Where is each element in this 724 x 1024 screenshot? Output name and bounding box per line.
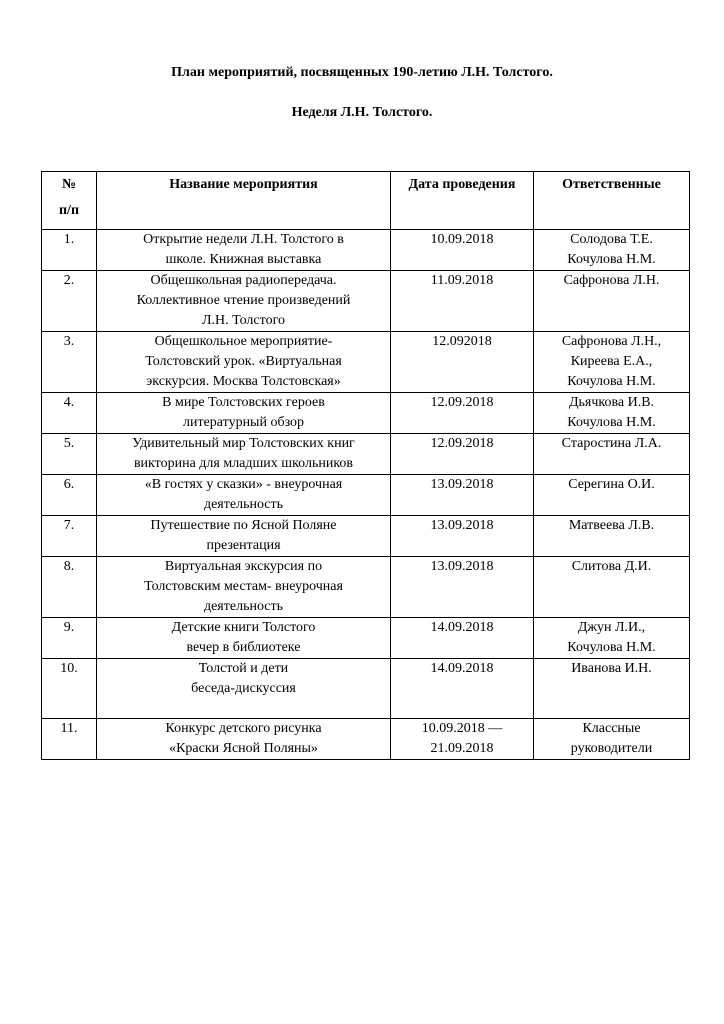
row-responsible <box>534 393 690 434</box>
row-date-line: 10.09.2018 <box>430 232 494 247</box>
document-title: План мероприятий, посвященных 190-летию Л.Н. Толстого. <box>171 65 553 80</box>
row-event-name-line: Путешествие по Ясной Поляне <box>150 518 337 533</box>
row-responsible-line: Слитова Д.И. <box>571 559 652 574</box>
row-event-name-line: деятельность <box>203 599 284 614</box>
row-event-name-line: Толстовским местам- внеурочная <box>144 579 343 594</box>
row-responsible-line: Сафронова Л.Н., <box>561 334 662 349</box>
row-event-name-line: школе. Книжная выставка <box>165 252 322 267</box>
row-number: 7. <box>42 516 97 557</box>
row-responsible <box>534 618 690 659</box>
row-responsible-line: Солодова Т.Е. <box>570 232 653 247</box>
row-event-name-line: экскурсия. Москва Толстовская» <box>146 374 341 389</box>
row-responsible <box>534 271 690 332</box>
row-event-name <box>97 271 391 332</box>
row-number: 10. <box>42 659 97 719</box>
row-date <box>391 516 534 557</box>
row-event-name-line: Толстовский урок. «Виртуальная <box>145 354 342 369</box>
table-row <box>42 557 690 618</box>
row-event-name-line: Общешкольная радиопередача. <box>150 273 337 288</box>
row-date-line: 13.09.2018 <box>430 518 494 533</box>
row-responsible <box>534 475 690 516</box>
row-number: 5. <box>42 434 97 475</box>
row-date <box>391 434 534 475</box>
header-name: Название мероприятия <box>97 172 391 230</box>
table-row <box>42 230 690 271</box>
table-row <box>42 434 690 475</box>
table-header-row <box>42 172 690 230</box>
row-event-name <box>97 393 391 434</box>
row-event-name <box>97 618 391 659</box>
row-date-line: 13.09.2018 <box>430 559 494 574</box>
row-event-name-line: вечер в библиотеке <box>186 640 301 655</box>
row-number: 1. <box>42 230 97 271</box>
row-date <box>391 271 534 332</box>
row-event-name <box>97 332 391 393</box>
row-event-name <box>97 719 391 760</box>
row-event-name-line: литературный обзор <box>182 415 305 430</box>
header-responsible: Ответственные <box>534 172 690 230</box>
table-row <box>42 393 690 434</box>
row-responsible-line: Киреева Е.А., <box>570 354 653 369</box>
row-responsible <box>534 659 690 719</box>
row-event-name-line: «В гостях у сказки» - внеурочная <box>144 477 343 492</box>
table-row <box>42 659 690 719</box>
row-date <box>391 475 534 516</box>
row-responsible-line: Кочулова Н.М. <box>567 415 656 430</box>
row-date-line: 14.09.2018 <box>430 620 494 635</box>
row-date-line: 13.09.2018 <box>430 477 494 492</box>
header-date: Дата проведения <box>391 172 534 230</box>
table-row <box>42 475 690 516</box>
row-event-name <box>97 434 391 475</box>
table-row <box>42 719 690 760</box>
row-responsible <box>534 332 690 393</box>
row-responsible <box>534 516 690 557</box>
row-date-line: 12.09.2018 <box>430 436 494 451</box>
row-number: 9. <box>42 618 97 659</box>
row-responsible <box>534 434 690 475</box>
row-date <box>391 557 534 618</box>
row-date <box>391 230 534 271</box>
row-responsible-line: Сафронова Л.Н. <box>563 273 660 288</box>
row-event-name-line: «Краски Ясной Поляны» <box>169 741 318 756</box>
row-event-name-line: В мире Толстовских героев <box>162 395 325 410</box>
row-number: 8. <box>42 557 97 618</box>
row-responsible-line: Иванова И.Н. <box>571 661 652 676</box>
events-table <box>41 171 690 760</box>
row-responsible <box>534 230 690 271</box>
table-row <box>42 618 690 659</box>
row-date <box>391 719 534 760</box>
row-date <box>391 393 534 434</box>
table-body <box>42 230 690 760</box>
row-responsible-line: Кочулова Н.М. <box>567 640 656 655</box>
row-responsible-line: руководители <box>570 741 653 756</box>
row-event-name-line: Открытие недели Л.Н. Толстого в <box>143 232 344 247</box>
row-event-name <box>97 659 391 719</box>
row-date <box>391 332 534 393</box>
row-event-name-line: Конкурс детского рисунка <box>165 721 322 736</box>
document-subtitle: Неделя Л.Н. Толстого. <box>291 105 433 120</box>
row-responsible <box>534 557 690 618</box>
header-number-line2: п/п <box>58 203 80 218</box>
row-responsible-line: Старостина Л.А. <box>561 436 662 451</box>
row-event-name-line: Коллективное чтение произведений <box>136 293 351 308</box>
row-event-name-line: викторина для младших школьников <box>133 456 354 471</box>
row-event-name-line: Толстой и дети <box>198 661 289 676</box>
row-responsible-line: Джун Л.И., <box>577 620 646 635</box>
table-row <box>42 332 690 393</box>
row-date-line: 14.09.2018 <box>430 661 494 676</box>
row-event-name-line: Удивительный мир Толстовских книг <box>132 436 355 451</box>
row-responsible-line: Кочулова Н.М. <box>567 252 656 267</box>
header-number <box>42 172 97 230</box>
row-event-name <box>97 475 391 516</box>
row-date-line: 21.09.2018 <box>430 741 494 756</box>
row-responsible-line: Серегина О.И. <box>568 477 655 492</box>
row-responsible <box>534 719 690 760</box>
row-number: 6. <box>42 475 97 516</box>
row-number: 11. <box>42 719 97 760</box>
table-row <box>42 271 690 332</box>
row-number: 3. <box>42 332 97 393</box>
row-event-name-line: презентация <box>206 538 281 553</box>
row-date <box>391 659 534 719</box>
header-number-line1: № <box>61 177 77 192</box>
row-date <box>391 618 534 659</box>
row-event-name-line: деятельность <box>203 497 284 512</box>
row-event-name-line: Виртуальная экскурсия по <box>164 559 323 574</box>
row-date-line: 10.09.2018 — <box>421 721 503 736</box>
row-event-name-line: Л.Н. Толстого <box>202 313 285 328</box>
row-responsible-line: Классные <box>582 721 641 736</box>
row-date-line: 12.09.2018 <box>430 395 494 410</box>
row-event-name-line: Детские книги Толстого <box>171 620 316 635</box>
row-responsible-line: Матвеева Л.В. <box>568 518 655 533</box>
row-responsible-line: Кочулова Н.М. <box>567 374 656 389</box>
row-date-line: 11.09.2018 <box>430 273 494 288</box>
table-row <box>42 516 690 557</box>
row-number: 4. <box>42 393 97 434</box>
row-event-name <box>97 230 391 271</box>
row-number: 2. <box>42 271 97 332</box>
row-responsible-line: Дьячкова И.В. <box>568 395 655 410</box>
row-event-name <box>97 557 391 618</box>
row-event-name-line: беседа-дискуссия <box>191 681 296 696</box>
row-event-name <box>97 516 391 557</box>
row-date-line: 12.092018 <box>432 334 492 349</box>
row-event-name-line: Общешкольное мероприятие- <box>154 334 333 349</box>
